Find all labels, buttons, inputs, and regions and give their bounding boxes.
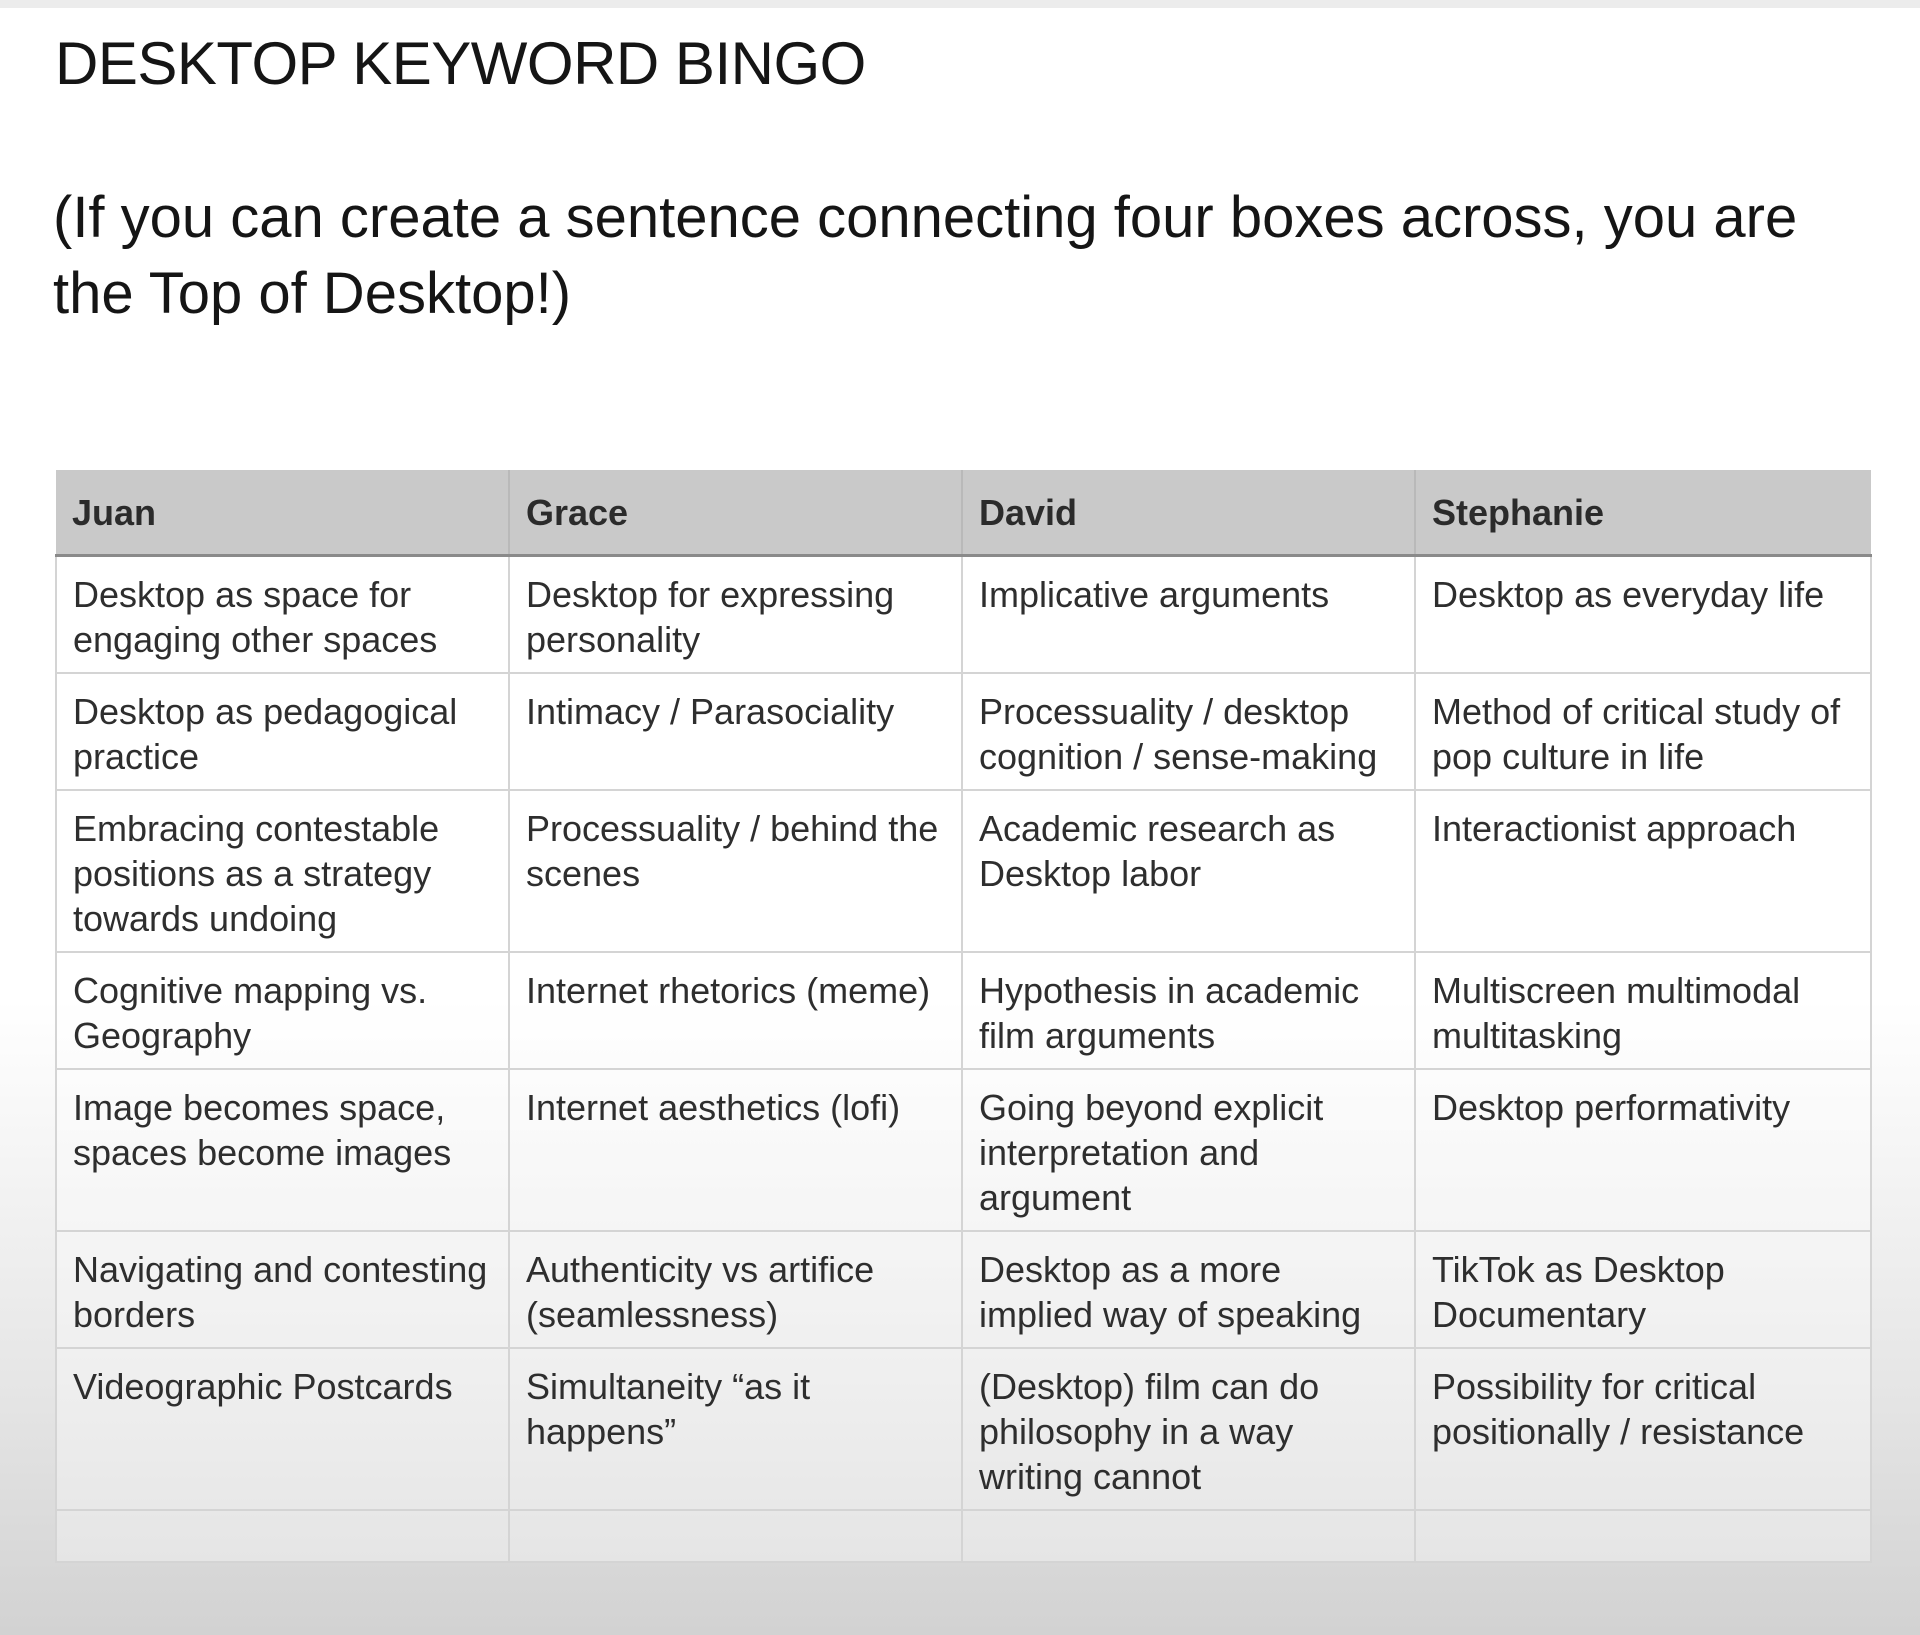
table-row <box>56 673 1871 790</box>
column-header-david: David <box>962 470 1415 556</box>
table-row <box>56 1069 1871 1231</box>
slide-title: DESKTOP KEYWORD BINGO <box>55 30 866 97</box>
table-cell: Possibility for critical positionally / resistance <box>1415 1348 1871 1510</box>
table-cell: Processuality / behind the scenes <box>509 790 962 952</box>
table-cell: Going beyond explicit interpretation and argument <box>962 1069 1415 1231</box>
table-cell: Desktop as everyday life <box>1415 556 1871 674</box>
table-cell: Navigating and contesting borders <box>56 1231 509 1348</box>
empty-cell <box>509 1510 962 1562</box>
table-cell: Simultaneity “as it happens” <box>509 1348 962 1510</box>
column-header-juan: Juan <box>56 470 509 556</box>
table-row <box>56 952 1871 1069</box>
table-cell: Desktop performativity <box>1415 1069 1871 1231</box>
table-row <box>56 1348 1871 1510</box>
table-cell: Desktop as space for engaging other spaces <box>56 556 509 674</box>
table-cell: Internet rhetorics (meme) <box>509 952 962 1069</box>
table-cell: Processuality / desktop cognition / sense-making <box>962 673 1415 790</box>
top-divider <box>0 0 1920 8</box>
column-header-stephanie: Stephanie <box>1415 470 1871 556</box>
table-cell: Interactionist approach <box>1415 790 1871 952</box>
table-cell: Image becomes space, spaces become images <box>56 1069 509 1231</box>
table-cell: Desktop for expressing personality <box>509 556 962 674</box>
table-cell: TikTok as Desktop Documentary <box>1415 1231 1871 1348</box>
table-cell: Intimacy / Parasociality <box>509 673 962 790</box>
table-cell: Multiscreen multimodal multitasking <box>1415 952 1871 1069</box>
table-cell: Cognitive mapping vs. Geography <box>56 952 509 1069</box>
table-cell: Desktop as a more implied way of speaking <box>962 1231 1415 1348</box>
table-cell: Internet aesthetics (lofi) <box>509 1069 962 1231</box>
table-row <box>56 790 1871 952</box>
empty-cell <box>962 1510 1415 1562</box>
bingo-table <box>55 470 1872 1563</box>
table-cell: Authenticity vs artifice (seamlessness) <box>509 1231 962 1348</box>
empty-table-row <box>56 1510 1871 1562</box>
table-cell: Academic research as Desktop labor <box>962 790 1415 952</box>
table-row <box>56 1231 1871 1348</box>
table-cell: Embracing contestable positions as a strategy towards undoing <box>56 790 509 952</box>
table-cell: Hypothesis in academic film arguments <box>962 952 1415 1069</box>
table-cell: Desktop as pedagogical practice <box>56 673 509 790</box>
slide-subtitle: (If you can create a sentence connecting four boxes across, you are the Top of Desktop!) <box>53 185 1798 326</box>
table-cell: (Desktop) film can do philosophy in a way writing cannot <box>962 1348 1415 1510</box>
table-cell: Implicative arguments <box>962 556 1415 674</box>
header-row <box>56 470 1871 556</box>
empty-cell <box>1415 1510 1871 1562</box>
table-cell: Method of critical study of pop culture in life <box>1415 673 1871 790</box>
empty-cell <box>56 1510 509 1562</box>
column-header-grace: Grace <box>509 470 962 556</box>
table-cell: Videographic Postcards <box>56 1348 509 1510</box>
table-row <box>56 556 1871 674</box>
